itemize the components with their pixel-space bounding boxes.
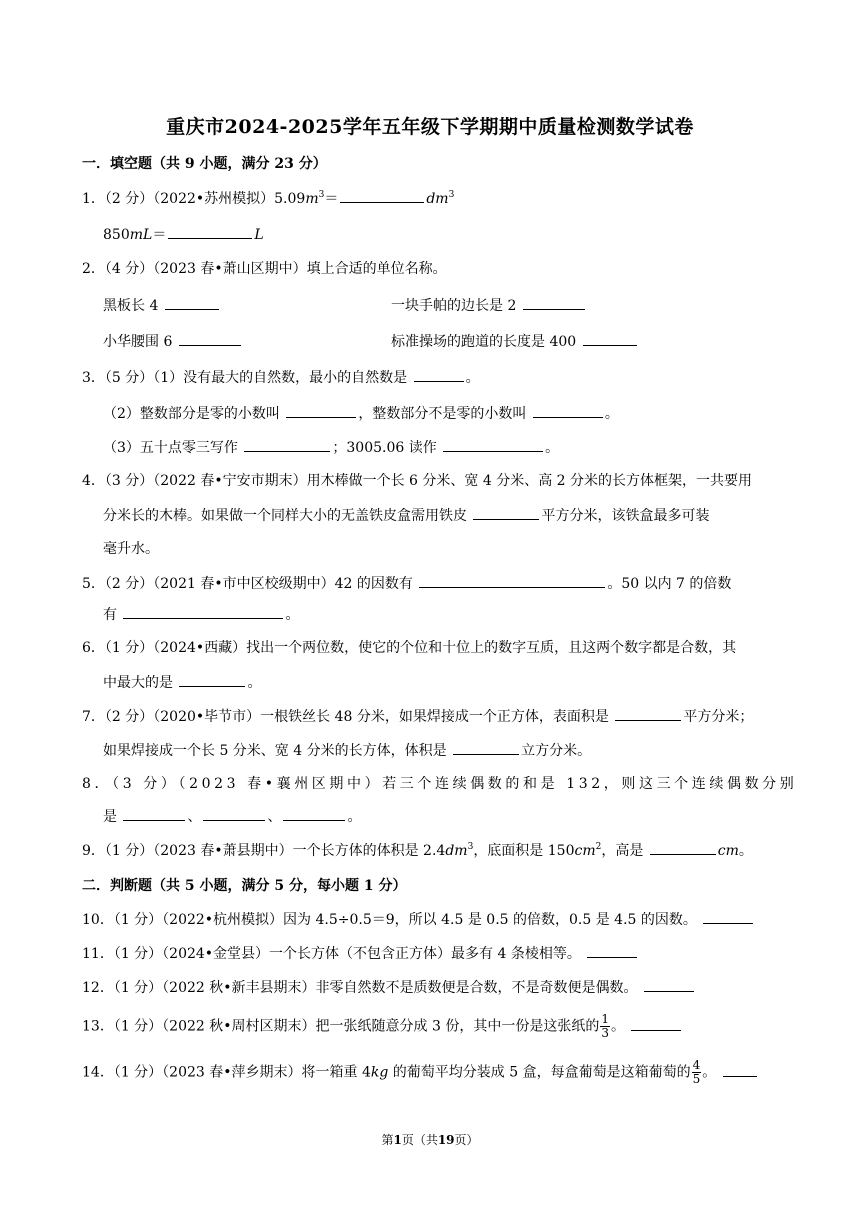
question-4-line-3: 毫升水。 bbox=[103, 541, 159, 557]
page-footer: 第1页（共19页） bbox=[381, 1133, 479, 1147]
section-heading-fill-in: 一．填空题（共 9 小题，满分 23 分） bbox=[82, 156, 327, 172]
answer-blank[interactable] bbox=[723, 1062, 757, 1077]
question-2a: 黑板长 4 bbox=[103, 295, 221, 316]
fraction-four-fifths: $\frac{4}{5}$ bbox=[692, 1058, 701, 1086]
question-2c: 小华腰围 6 bbox=[103, 331, 243, 352]
answer-blank[interactable] bbox=[123, 806, 185, 821]
answer-blank[interactable] bbox=[615, 706, 681, 721]
question-3-line-1: 3．（5 分）（1）没有最大的自然数，最小的自然数是 。 bbox=[82, 367, 480, 388]
answer-blank[interactable] bbox=[414, 367, 464, 382]
answer-blank[interactable] bbox=[179, 672, 245, 687]
answer-blank[interactable] bbox=[453, 740, 519, 755]
question-4-line-1: 4．（3 分）（2022 春•宁安市期末）用木棒做一个长 6 分米、宽 4 分米、高 2 分米的长方体框架，一共要用 bbox=[82, 473, 753, 489]
answer-blank[interactable] bbox=[533, 403, 603, 418]
section-heading-true-false: 二．判断题（共 5 小题，满分 5 分，每小题 1 分） bbox=[82, 878, 407, 894]
answer-blank[interactable] bbox=[283, 806, 345, 821]
question-14: 14．（1 分）（2023 春•萍乡期末）将一箱重 4kg 的葡萄平均分装成 5 盒，每盒葡萄是这箱葡萄的 $\frac{4}{5}$ 。 bbox=[82, 1059, 759, 1086]
question-12: 12．（1 分）（2022 秋•新丰县期末）非零自然数不是质数便是合数，不是奇数便是偶数。 bbox=[82, 977, 696, 998]
question-2b: 一块手帕的边长是 2 bbox=[391, 295, 587, 316]
question-10: 10．（1 分）（2022•杭州模拟）因为 4.5÷0.5＝9，所以 4.5 是 0.5 的倍数，0.5 是 4.5 的因数。 bbox=[82, 909, 755, 930]
page-title: 重庆市2024-2025学年五年级下学期期中质量检测数学试卷 bbox=[166, 116, 694, 138]
question-7-line-1: 7．（2 分）（2020•毕节市）一根铁丝长 48 分米，如果焊接成一个正方体，表面积是 平方分米； bbox=[82, 706, 753, 727]
answer-blank[interactable] bbox=[631, 1016, 681, 1031]
question-4-line-2: 分米长的木棒。如果做一个同样大小的无盖铁皮盒需用铁皮 平方分米，该铁盒最多可装 bbox=[103, 505, 709, 526]
question-6-line-2: 中最大的是 。 bbox=[103, 672, 261, 693]
question-1-line-1: 1．（2 分）（2022•苏州模拟）$5.09m^3= dm^3$ bbox=[82, 190, 455, 207]
answer-blank[interactable] bbox=[644, 977, 694, 992]
question-11: 11．（1 分）（2024•金堂县）一个长方体（不包含正方体）最多有 4 条棱相等。 bbox=[82, 943, 639, 964]
answer-blank[interactable] bbox=[587, 943, 637, 958]
answer-blank[interactable] bbox=[650, 840, 716, 855]
answer-blank[interactable] bbox=[703, 909, 753, 924]
question-5-line-1: 5．（2 分）（2021 春•市中区校级期中）42 的因数有 。50 以内 7 的倍数 bbox=[82, 573, 731, 594]
question-9: 9．（1 分）（2023 春•萧县期中）一个长方体的体积是 $2.4dm^3$，底面积是 $150cm^2$，高是 cm。 bbox=[82, 842, 753, 859]
question-2d: 标准操场的跑道的长度是 400 bbox=[391, 331, 639, 352]
answer-blank[interactable] bbox=[443, 437, 543, 452]
answer-blank[interactable] bbox=[523, 295, 585, 310]
question-13: 13．（1 分）（2022 秋•周村区期末）把一张纸随意分成 3 份，其中一份是这张纸的 $\frac{1}{3}$ 。 bbox=[82, 1013, 683, 1040]
answer-blank[interactable] bbox=[179, 331, 241, 346]
question-7-line-2: 如果焊接成一个长 5 分米、宽 4 分米的长方体，体积是 立方分米。 bbox=[103, 740, 591, 761]
question-3-line-3: （3）五十点零三写作 ；3005.06 读作 。 bbox=[103, 437, 559, 458]
question-3-line-2: （2）整数部分是零的小数叫 ，整数部分不是零的小数叫 。 bbox=[103, 403, 619, 424]
question-8-line-1: 8．（3 分）（2023 春•襄州区期中）若三个连续偶数的和是 132，则这三个连续偶数分别 bbox=[82, 776, 798, 792]
answer-blank[interactable] bbox=[168, 224, 252, 239]
answer-blank[interactable] bbox=[203, 806, 265, 821]
answer-blank[interactable] bbox=[244, 437, 330, 452]
question-8-line-2: 是 、 、 。 bbox=[103, 806, 361, 827]
question-5-line-2: 有 。 bbox=[103, 604, 299, 625]
answer-blank[interactable] bbox=[123, 604, 283, 619]
answer-blank[interactable] bbox=[419, 573, 605, 588]
answer-blank[interactable] bbox=[340, 188, 424, 203]
question-2: 2．（4 分）（2023 春•萧山区期中）填上合适的单位名称。 bbox=[82, 261, 447, 277]
answer-blank[interactable] bbox=[473, 505, 539, 520]
answer-blank[interactable] bbox=[286, 403, 356, 418]
question-1-line-2: 850mL＝ L bbox=[103, 224, 264, 245]
answer-blank[interactable] bbox=[583, 331, 637, 346]
question-6-line-1: 6．（1 分）（2024•西藏）找出一个两位数，使它的个位和十位上的数字互质，且这两个数字都是合数，其 bbox=[82, 640, 737, 656]
fraction-one-third: $\frac{1}{3}$ bbox=[601, 1012, 609, 1040]
answer-blank[interactable] bbox=[165, 295, 219, 310]
